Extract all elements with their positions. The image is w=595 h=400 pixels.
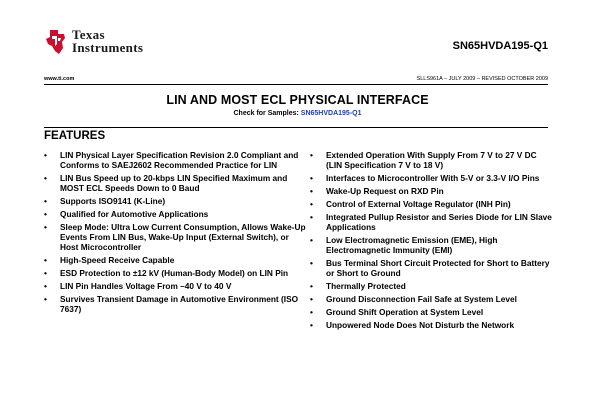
bullet-icon: • — [310, 173, 313, 183]
feature-item — [44, 294, 309, 314]
feature-text: ESD Protection to ±12 kV (Human-Body Model) on LIN Pin — [60, 268, 289, 278]
samples-part-link[interactable]: SN65HVDA195-Q1 — [300, 110, 362, 117]
bullet-icon: • — [44, 222, 47, 232]
bullet-icon: • — [310, 212, 313, 222]
feature-item — [44, 268, 309, 278]
feature-text: Supports ISO9141 (K-Line) — [60, 196, 166, 206]
feature-item — [310, 307, 555, 317]
feature-text: LIN Bus Speed up to 20-kbps LIN Specified Maximum and MOST ECL Speeds Down to 0 Baud — [60, 173, 288, 193]
samples-label: Check for Samples: — [233, 110, 301, 117]
bullet-icon: • — [310, 281, 313, 291]
features-list-right — [310, 150, 555, 333]
ti-wordmark-line2: Instruments — [72, 40, 144, 55]
feature-text: Unpowered Node Does Not Disturb the Network — [326, 320, 515, 330]
feature-text: Bus Terminal Short Circuit Protected for Short to Battery or Short to Ground — [326, 258, 550, 278]
feature-item — [310, 199, 555, 209]
title-divider — [44, 127, 548, 128]
bullet-icon: • — [44, 209, 47, 219]
feature-item — [310, 235, 555, 255]
feature-text: Integrated Pullup Resistor and Series Diode for LIN Slave Applications — [326, 212, 552, 232]
feature-text: Survives Transient Damage in Automotive Environment (ISO 7637) — [60, 294, 299, 314]
feature-item — [44, 281, 309, 291]
samples-line — [0, 110, 595, 117]
bullet-icon: • — [310, 199, 313, 209]
document-title: LIN AND MOST ECL PHYSICAL INTERFACE — [166, 93, 429, 107]
feature-text: Qualified for Automotive Applications — [60, 209, 209, 219]
feature-item — [310, 186, 555, 196]
feature-item — [310, 173, 555, 183]
feature-text: LIN Physical Layer Specification Revision 2.0 Compliant and Conforms to SAEJ2602 Recommended Practice for LIN — [60, 150, 299, 170]
feature-text: High-Speed Receive Capable — [60, 255, 175, 265]
feature-text: Control of External Voltage Regulator (INH Pin) — [326, 199, 511, 209]
feature-item — [310, 212, 555, 232]
bullet-icon: • — [44, 294, 47, 304]
bullet-icon: • — [44, 150, 47, 160]
feature-item — [310, 150, 555, 170]
feature-text: Sleep Mode: Ultra Low Current Consumption, Allows Wake-Up Events From LIN Bus, Wake-Up Input (External Switch), or Host Microcontroller — [60, 222, 306, 252]
feature-text: LIN Pin Handles Voltage From –40 V to 40 V — [60, 281, 232, 291]
feature-text: Ground Shift Operation at System Level — [326, 307, 484, 317]
header-divider — [44, 84, 548, 85]
feature-item — [44, 222, 309, 252]
website-url[interactable]: www.ti.com — [44, 76, 75, 82]
bullet-icon: • — [44, 268, 47, 278]
feature-item — [310, 320, 555, 330]
bullet-icon: • — [310, 294, 313, 304]
feature-item — [310, 294, 555, 304]
bullet-icon: • — [310, 235, 313, 245]
feature-text: Interfaces to Microcontroller With 5-V or 3.3-V I/O Pins — [326, 173, 540, 183]
document-part-number: SN65HVDA195-Q1 — [452, 40, 548, 52]
ti-state-logo-icon — [44, 28, 68, 56]
feature-text: Ground Disconnection Fail Safe at System Level — [326, 294, 517, 304]
features-heading: FEATURES — [44, 130, 106, 142]
feature-text: Wake-Up Request on RXD Pin — [326, 186, 444, 196]
ti-wordmark — [72, 28, 143, 54]
feature-text: Low Electromagnetic Emission (EME), High Electromagnetic Immunity (EMI) — [326, 235, 498, 255]
ti-logo — [44, 26, 184, 60]
feature-item — [44, 255, 309, 265]
feature-item — [44, 196, 309, 206]
features-list-left — [44, 150, 309, 317]
bullet-icon: • — [44, 255, 47, 265]
feature-item — [44, 173, 309, 193]
bullet-icon: • — [310, 186, 313, 196]
document-revision-info: SLLS961A – JULY 2009 – REVISED OCTOBER 2009 — [416, 76, 548, 82]
bullet-icon: • — [44, 196, 47, 206]
bullet-icon: • — [44, 281, 47, 291]
feature-item — [310, 281, 555, 291]
bullet-icon: • — [310, 320, 313, 330]
feature-item — [44, 209, 309, 219]
ti-wordmark-line1: Texas — [72, 27, 105, 42]
feature-item — [310, 258, 555, 278]
bullet-icon: • — [44, 173, 47, 183]
feature-item — [44, 150, 309, 170]
feature-text: Extended Operation With Supply From 7 V to 27 V DC (LIN Specification 7 V to 18 V) — [326, 150, 537, 170]
bullet-icon: • — [310, 258, 313, 268]
feature-text: Thermally Protected — [326, 281, 406, 291]
bullet-icon: • — [310, 150, 313, 160]
bullet-icon: • — [310, 307, 313, 317]
